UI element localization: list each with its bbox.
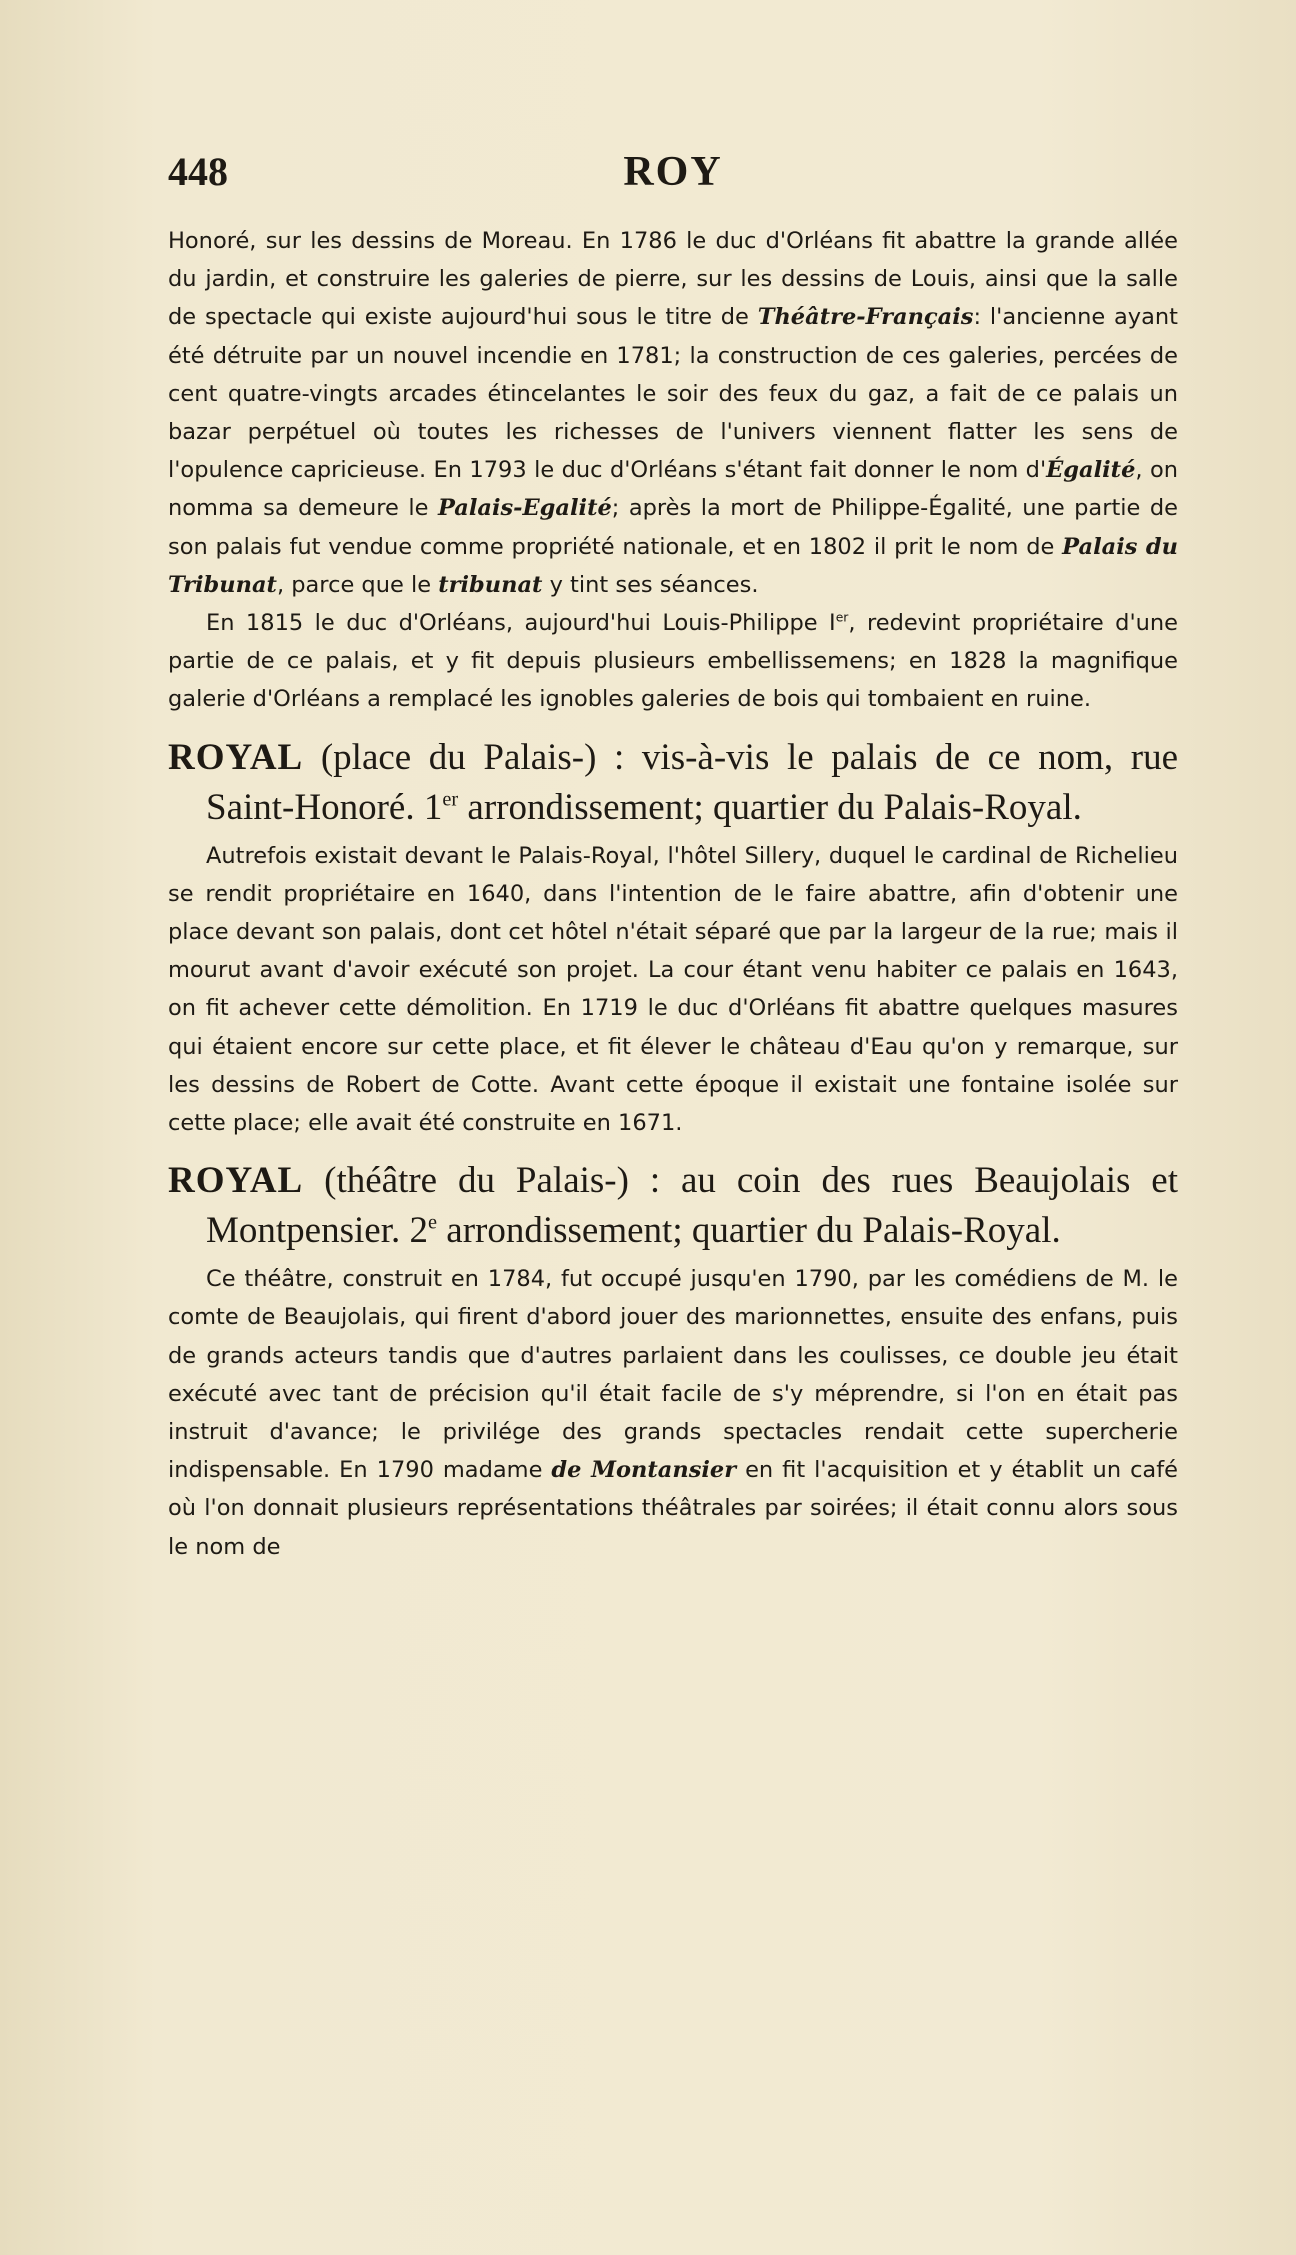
- text-run: : l'ancienne ayant été détruite par un nouvel incendie en 1781; la construction de ces galeries, percées de cent quatre-vingts arcades étincelantes le soir des feux du gaz, a fait de ce palais un bazar perpétuel où toutes les richesses de l'univers viennent flatter les sens de l'opulence capricieuse. En 1793 le duc d'Orléans s'étant fait donner le nom d': [168, 304, 1178, 484]
- running-head: ROY: [623, 149, 723, 195]
- italic-run: de Montansier: [551, 1457, 737, 1484]
- paragraph-place-history: [168, 837, 1178, 1143]
- text-run: y tint ses séances.: [542, 571, 759, 598]
- entry-keyword: ROYAL: [168, 1160, 304, 1202]
- page-number: 448: [168, 149, 228, 194]
- text-run: (théâtre du Palais-) : au coin des rues Beaujolais et Montpensier. 2: [206, 1160, 1178, 1252]
- paragraph-louis-philippe: [168, 604, 1178, 719]
- text-run: en fit l'acquisition et y établit un café où l'on donnait plusieurs représentations théâtrales par soirées; il était connu alors sous le nom de: [168, 1457, 1178, 1560]
- italic-run: Palais-Egalité: [437, 495, 612, 522]
- entry-keyword: ROYAL: [168, 736, 304, 778]
- text-run: , on nomma sa demeure le: [168, 457, 1178, 522]
- superscript: e: [427, 1211, 438, 1234]
- text-run: ; après la mort de Philippe-Égalité, une partie de son palais fut vendue comme propriété nationale, et en 1802 il prit le nom de: [168, 495, 1178, 560]
- paragraph-palais-royal-history: [168, 222, 1178, 604]
- text-run: Autrefois existait devant le Palais-Royal, l'hôtel Sillery, duquel le cardinal de Richelieu se rendit propriétaire en 1640, dans l'intention de le faire abattre, afin d'obtenir une place devant son palais, dont cet hôtel n'était séparé que par la largeur de la rue; mais il mourut avant d'avoir exécuté son projet. La cour étant venu habiter ce palais en 1643, on fit achever cette démolition. En 1719 le duc d'Orléans fit abattre quelques masures qui étaient encore sur cette place, et fit élever le château d'Eau qu'on y remarque, sur les dessins de Robert de Cotte. Avant cette époque il existait une fontaine isolée sur cette place; elle avait été construite en 1671.: [168, 842, 1178, 1137]
- italic-run: Théâtre-Français: [757, 304, 974, 331]
- text-run: En 1815 le duc d'Orléans, aujourd'hui Louis-Philippe I: [206, 610, 836, 637]
- italic-run: tribunat: [438, 571, 543, 598]
- text-run: arrondissement; quartier du Palais-Royal.: [458, 786, 1082, 828]
- page-header: [168, 148, 1178, 200]
- text-run: arrondissement; quartier du Palais-Royal.: [437, 1210, 1061, 1252]
- paragraph-theatre-history: [168, 1260, 1178, 1566]
- text-run: Honoré, sur les dessins de Moreau. En 1786 le duc d'Orléans fit abattre la grande allée du jardin, et construire les galeries de pierre, sur les dessins de Louis, ainsi que la salle de spectacle qui existe aujourd'hui sous le titre de: [168, 228, 1178, 331]
- italic-run: Égalité: [1046, 457, 1136, 484]
- superscript: er: [442, 788, 459, 811]
- entry-heading-place-du-palais: [168, 733, 1178, 833]
- italic-run: Palais du Tribunat: [168, 533, 1178, 598]
- page-content: [168, 222, 1178, 1566]
- entry-heading-theatre-du-palais: [168, 1156, 1178, 1256]
- text-run: Ce théâtre, construit en 1784, fut occupé jusqu'en 1790, par les comédiens de M. le comte de Beaujolais, qui firent d'abord jouer des marionnettes, ensuite des enfans, puis de grands acteurs tandis que d'autres parlaient dans les coulisses, ce double jeu était exécuté avec tant de précision qu'il était facile de s'y méprendre, si l'on en était pas instruit d'avance; le privilége des grands spectacles rendait cette supercherie indispensable. En 1790 madame: [168, 1266, 1178, 1484]
- text-run: , parce que le: [276, 571, 439, 598]
- superscript: er: [835, 610, 849, 625]
- text-run: (place du Palais-) : vis-à-vis le palais de ce nom, rue Saint-Honoré. 1: [206, 736, 1178, 828]
- text-run: , redevint propriétaire d'une partie de ce palais, et y fit depuis plusieurs embellissemens; en 1828 la magnifique galerie d'Orléans a remplacé les ignobles galeries de bois qui tombaient en ruine.: [168, 610, 1179, 713]
